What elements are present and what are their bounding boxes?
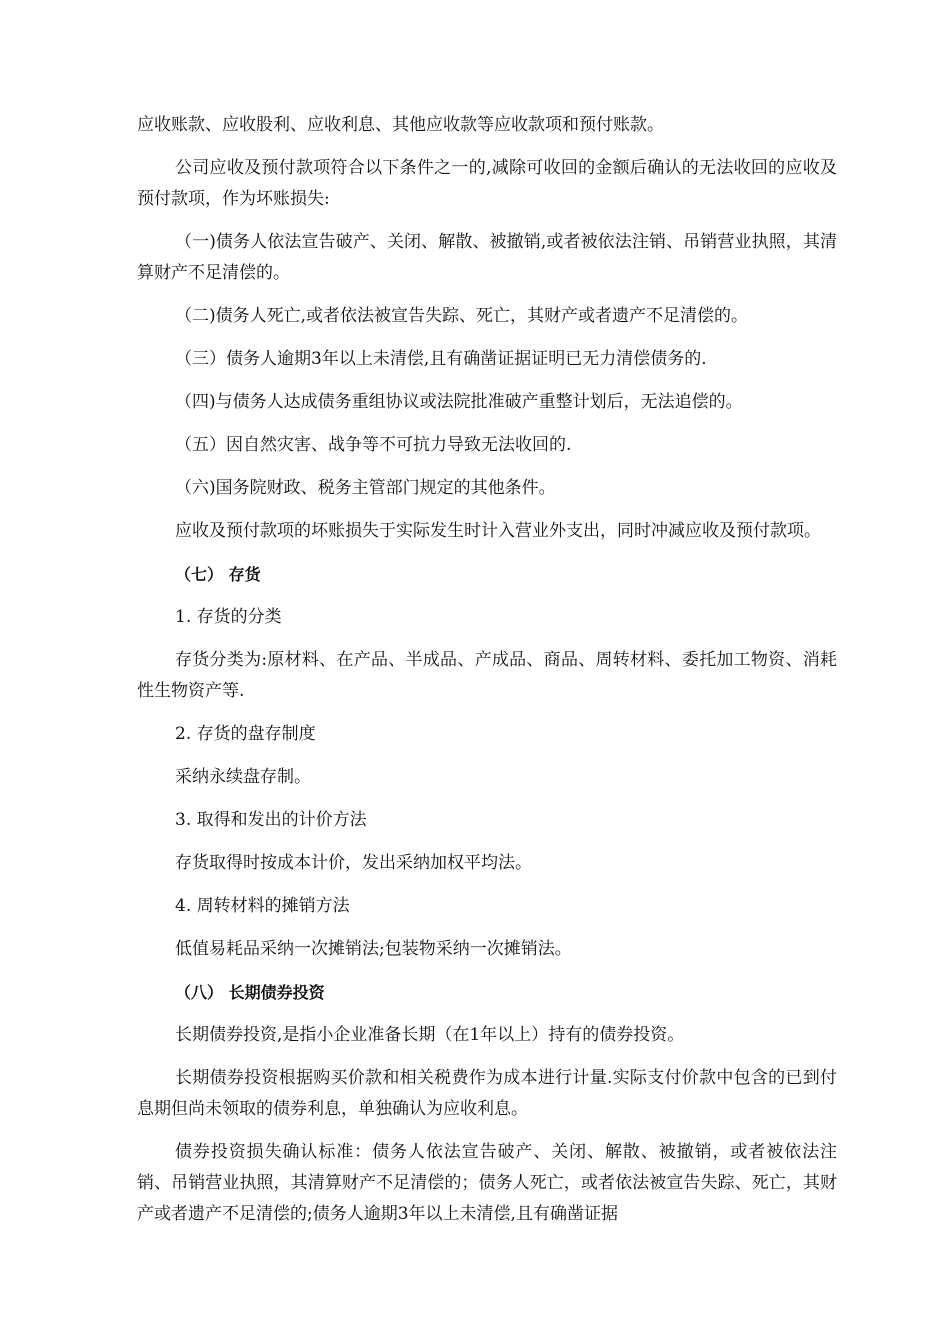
paragraph-condition-5: （五）因自然灾害、战争等不可抗力导致无法收回的. bbox=[175, 435, 572, 455]
paragraph-condition-4: （四)与债务人达成债务重组协议或法院批准破产重整计划后，无法追偿的。 bbox=[175, 392, 743, 412]
paragraph-valuation-method: 存货取得时按成本计价，发出采纳加权平均法。 bbox=[175, 853, 532, 873]
paragraph-inventory-system: 采纳永续盘存制。 bbox=[175, 767, 311, 787]
paragraph-bad-debt-accounting: 应收及预付款项的坏账损失于实际发生时计入营业外支出，同时冲减应收及预付款项。 bbox=[175, 521, 821, 541]
section-heading-long-term-bonds: （八） 长期债券投资 bbox=[175, 983, 325, 1002]
subheading-valuation-method: 3. 取得和发出的计价方法 bbox=[175, 810, 367, 830]
section-heading-inventory: （七） 存货 bbox=[175, 565, 261, 584]
paragraph-condition-3: （三）债务人逾期3年以上未清偿,且有确凿证据证明已无力清偿债务的. bbox=[175, 349, 707, 369]
paragraph-bond-loss-criteria: 债券投资损失确认标准：债务人依法宣告破产、关闭、解散、被撤销，或者被依法注销、吊销营业执照，其清算财产不足清偿的；债务人死亡，或者依法被宣告失踪、死亡，其财产或者遗产不足清偿的;债务人逾期3年以上未清偿,且有确凿证据 bbox=[137, 1142, 837, 1224]
paragraph-condition-2: （二)债务人死亡,或者依法被宣告失踪、死亡，其财产或者遗产不足清偿的。 bbox=[175, 306, 749, 326]
paragraph-amortization-method: 低值易耗品采纳一次摊销法;包装物采纳一次摊销法。 bbox=[175, 939, 572, 959]
paragraph-bond-definition: 长期债券投资,是指小企业准备长期（在1年以上）持有的债券投资。 bbox=[175, 1025, 685, 1045]
paragraph-bad-debt-conditions: 公司应收及预付款项符合以下条件之一的,减除可收回的金额后确认的无法收回的应收及预付款项，作为坏账损失: bbox=[137, 158, 837, 209]
document-body bbox=[137, 110, 837, 1242]
paragraph-condition-6: （六)国务院财政、税务主管部门规定的其他条件。 bbox=[175, 478, 556, 498]
subheading-inventory-classification: 1. 存货的分类 bbox=[175, 607, 282, 627]
subheading-amortization-method: 4. 周转材料的摊销方法 bbox=[175, 896, 350, 916]
paragraph-bond-measurement: 长期债券投资根据购买价款和相关税费作为成本进行计量.实际支付价款中包含的已到付息期但尚未领取的债券利息，单独确认为应收利息。 bbox=[137, 1068, 837, 1119]
paragraph-receivables-intro: 应收账款、应收股利、应收利息、其他应收款等应收款项和预付账款。 bbox=[137, 115, 664, 135]
paragraph-condition-1: （一)债务人依法宣告破产、关闭、解散、被撤销,或者被依法注销、吊销营业执照，其清算财产不足清偿的。 bbox=[137, 232, 837, 283]
subheading-inventory-system: 2. 存货的盘存制度 bbox=[175, 724, 316, 744]
paragraph-inventory-classification: 存货分类为:原材料、在产品、半成品、产成品、商品、周转材料、委托加工物资、消耗性生物资产等. bbox=[137, 650, 837, 701]
